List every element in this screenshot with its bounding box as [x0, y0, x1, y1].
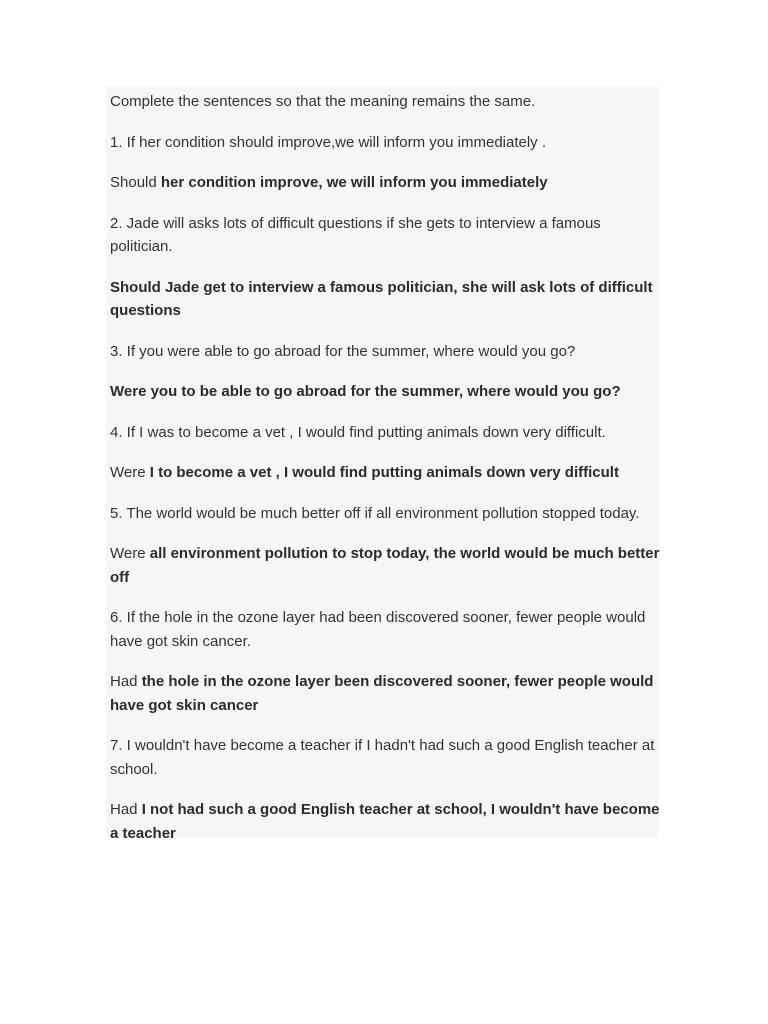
- answer-5: [110, 542, 662, 589]
- answer-text: Were you to be able to go abroad for the summer, where would you go?: [110, 383, 621, 400]
- question-6: 6. If the hole in the ozone layer had been discovered sooner, fewer people would have got skin cancer.: [110, 609, 646, 650]
- answer-text: all environment pollution to stop today, the world would be much better off: [110, 545, 660, 586]
- answer-prefix: Were: [110, 464, 150, 481]
- answer-2: [110, 276, 662, 323]
- answer-text: Should Jade get to interview a famous politician, she will ask lots of difficult questions: [110, 278, 653, 319]
- answer-prefix: Were: [110, 545, 150, 562]
- document-body: [110, 90, 662, 862]
- answer-prefix: Had: [110, 801, 142, 818]
- question-2: 2. Jade will asks lots of difficult questions if she gets to interview a famous politician.: [110, 214, 601, 255]
- answer-1: [110, 171, 662, 195]
- answer-3: [110, 380, 662, 404]
- answer-prefix: Had: [110, 673, 142, 690]
- answer-4: [110, 461, 662, 485]
- answer-text: the hole in the ozone layer been discovered sooner, fewer people would have got skin cancer: [110, 673, 654, 714]
- question-5: 5. The world would be much better off if all environment pollution stopped today.: [110, 504, 640, 522]
- answer-prefix: Should: [110, 174, 161, 191]
- instructions: Complete the sentences so that the meaning remains the same.: [110, 93, 536, 110]
- question-4: 4. If I was to become a vet , I would find putting animals down very difficult.: [110, 423, 606, 441]
- answer-text: her condition improve, we will inform you immediately: [160, 174, 548, 191]
- answer-6: [110, 670, 662, 717]
- question-3: 3. If you were able to go abroad for the summer, where would you go?: [110, 342, 576, 360]
- question-1: 1. If her condition should improve,we will inform you immediately .: [110, 133, 547, 151]
- answer-text: I to become a vet , I would find putting animals down very difficult: [149, 464, 619, 481]
- answer-text: I not had such a good English teacher at school, I wouldn't have become a teacher: [110, 801, 660, 842]
- answer-7: [110, 798, 662, 845]
- question-7: 7. I wouldn't have become a teacher if I hadn't had such a good English teacher at school.: [110, 737, 655, 778]
